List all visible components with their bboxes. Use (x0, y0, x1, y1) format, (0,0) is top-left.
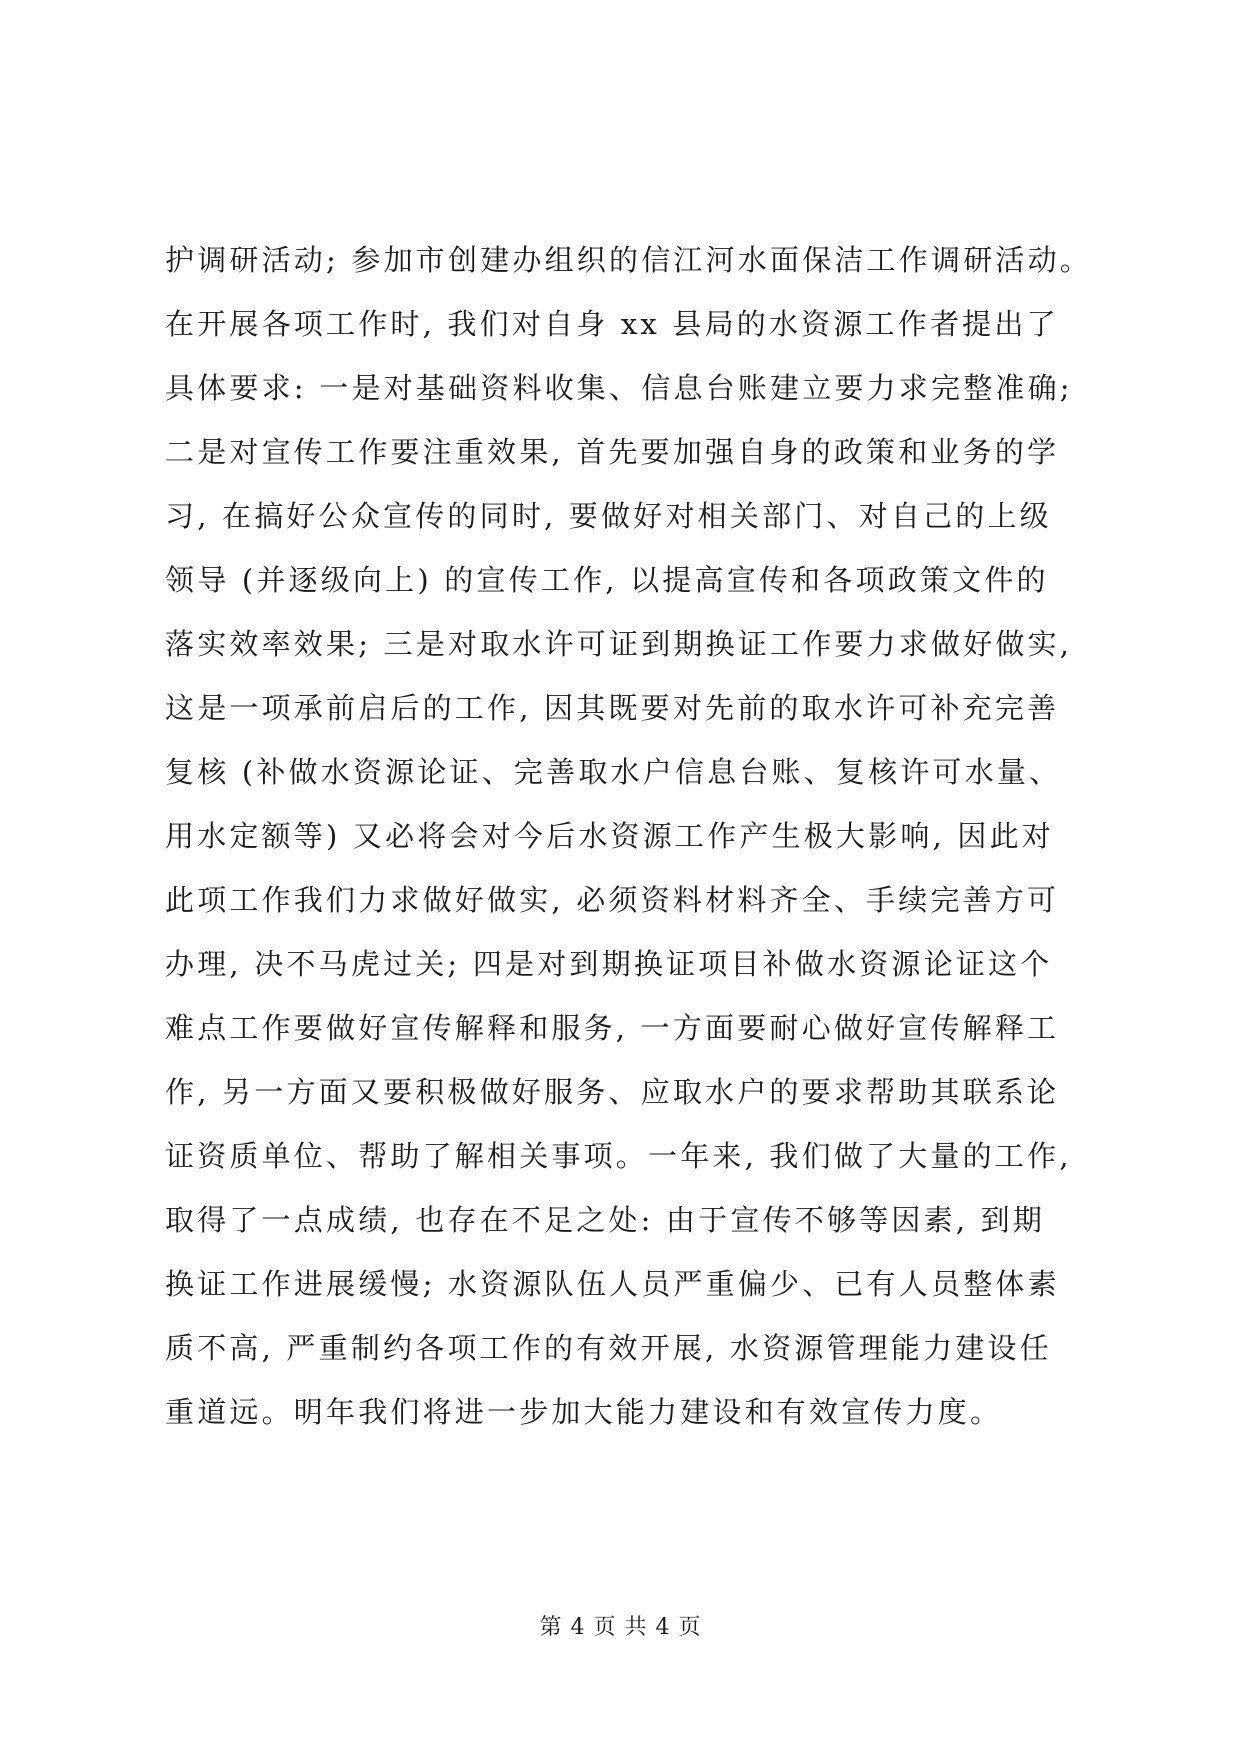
text-line: 具体要求: 一是对基础资料收集、信息台账建立要力求完整准确; (165, 371, 1073, 405)
text-line: 取得了一点成绩, 也存在不足之处: 由于宣传不够等因素, 到期 (165, 1203, 1046, 1237)
text-line: 领导 (并逐级向上) 的宣传工作, 以提高宣传和各项政策文件的 (165, 563, 1049, 597)
text-line: 在开展各项工作时, 我们对自身 xx 县局的水资源工作者提出了 (165, 307, 1059, 341)
text-line: 重道远。明年我们将进一步加大能力建设和有效宣传力度。 (165, 1395, 1003, 1429)
text-line: 证资质单位、帮助了解相关事项。一年来, 我们做了大量的工作, (165, 1139, 1072, 1173)
text-line: 办理, 决不马虎过关; 四是对到期换证项目补做水资源论证这个 (165, 947, 1053, 981)
text-line: 复核 (补做水资源论证、完善取水户信息台账、复核许可水量、 (165, 755, 1062, 789)
text-line: 护调研活动; 参加市创建办组织的信江河水面保洁工作调研活动。 (165, 243, 1092, 277)
text-line: 习, 在搞好公众宣传的同时, 要做好对相关部门、对自己的上级 (165, 499, 1052, 533)
text-line: 二是对宣传工作要注重效果, 首先要加强自身的政策和业务的学 (165, 435, 1060, 469)
text-line: 此项工作我们力求做好做实, 必须资料材料齐全、手续完善方可 (165, 883, 1060, 917)
text-line: 难点工作要做好宣传解释和服务, 一方面要耐心做好宣传解释工 (165, 1011, 1060, 1045)
text-line: 这是一项承前启后的工作, 因其既要对先前的取水许可补充完善 (165, 691, 1060, 725)
text-line: 用水定额等) 又必将会对今后水资源工作产生极大影响, 因此对 (165, 819, 1054, 853)
text-line: 落实效率效果; 三是对取水许可证到期换证工作要力求做好做实, (165, 627, 1073, 661)
text-line: 换证工作进展缓慢; 水资源队伍人员严重偏少、已有人员整体素 (165, 1267, 1060, 1301)
page-footer: 第 4 页 共 4 页 (539, 1615, 702, 1640)
body-paragraph (165, 228, 1125, 1444)
text-line: 质不高, 严重制约各项工作的有效开展, 水资源管理能力建设任 (165, 1331, 1052, 1365)
text-line: 作, 另一方面又要积极做好服务、应取水户的要求帮助其联系论 (165, 1075, 1060, 1109)
